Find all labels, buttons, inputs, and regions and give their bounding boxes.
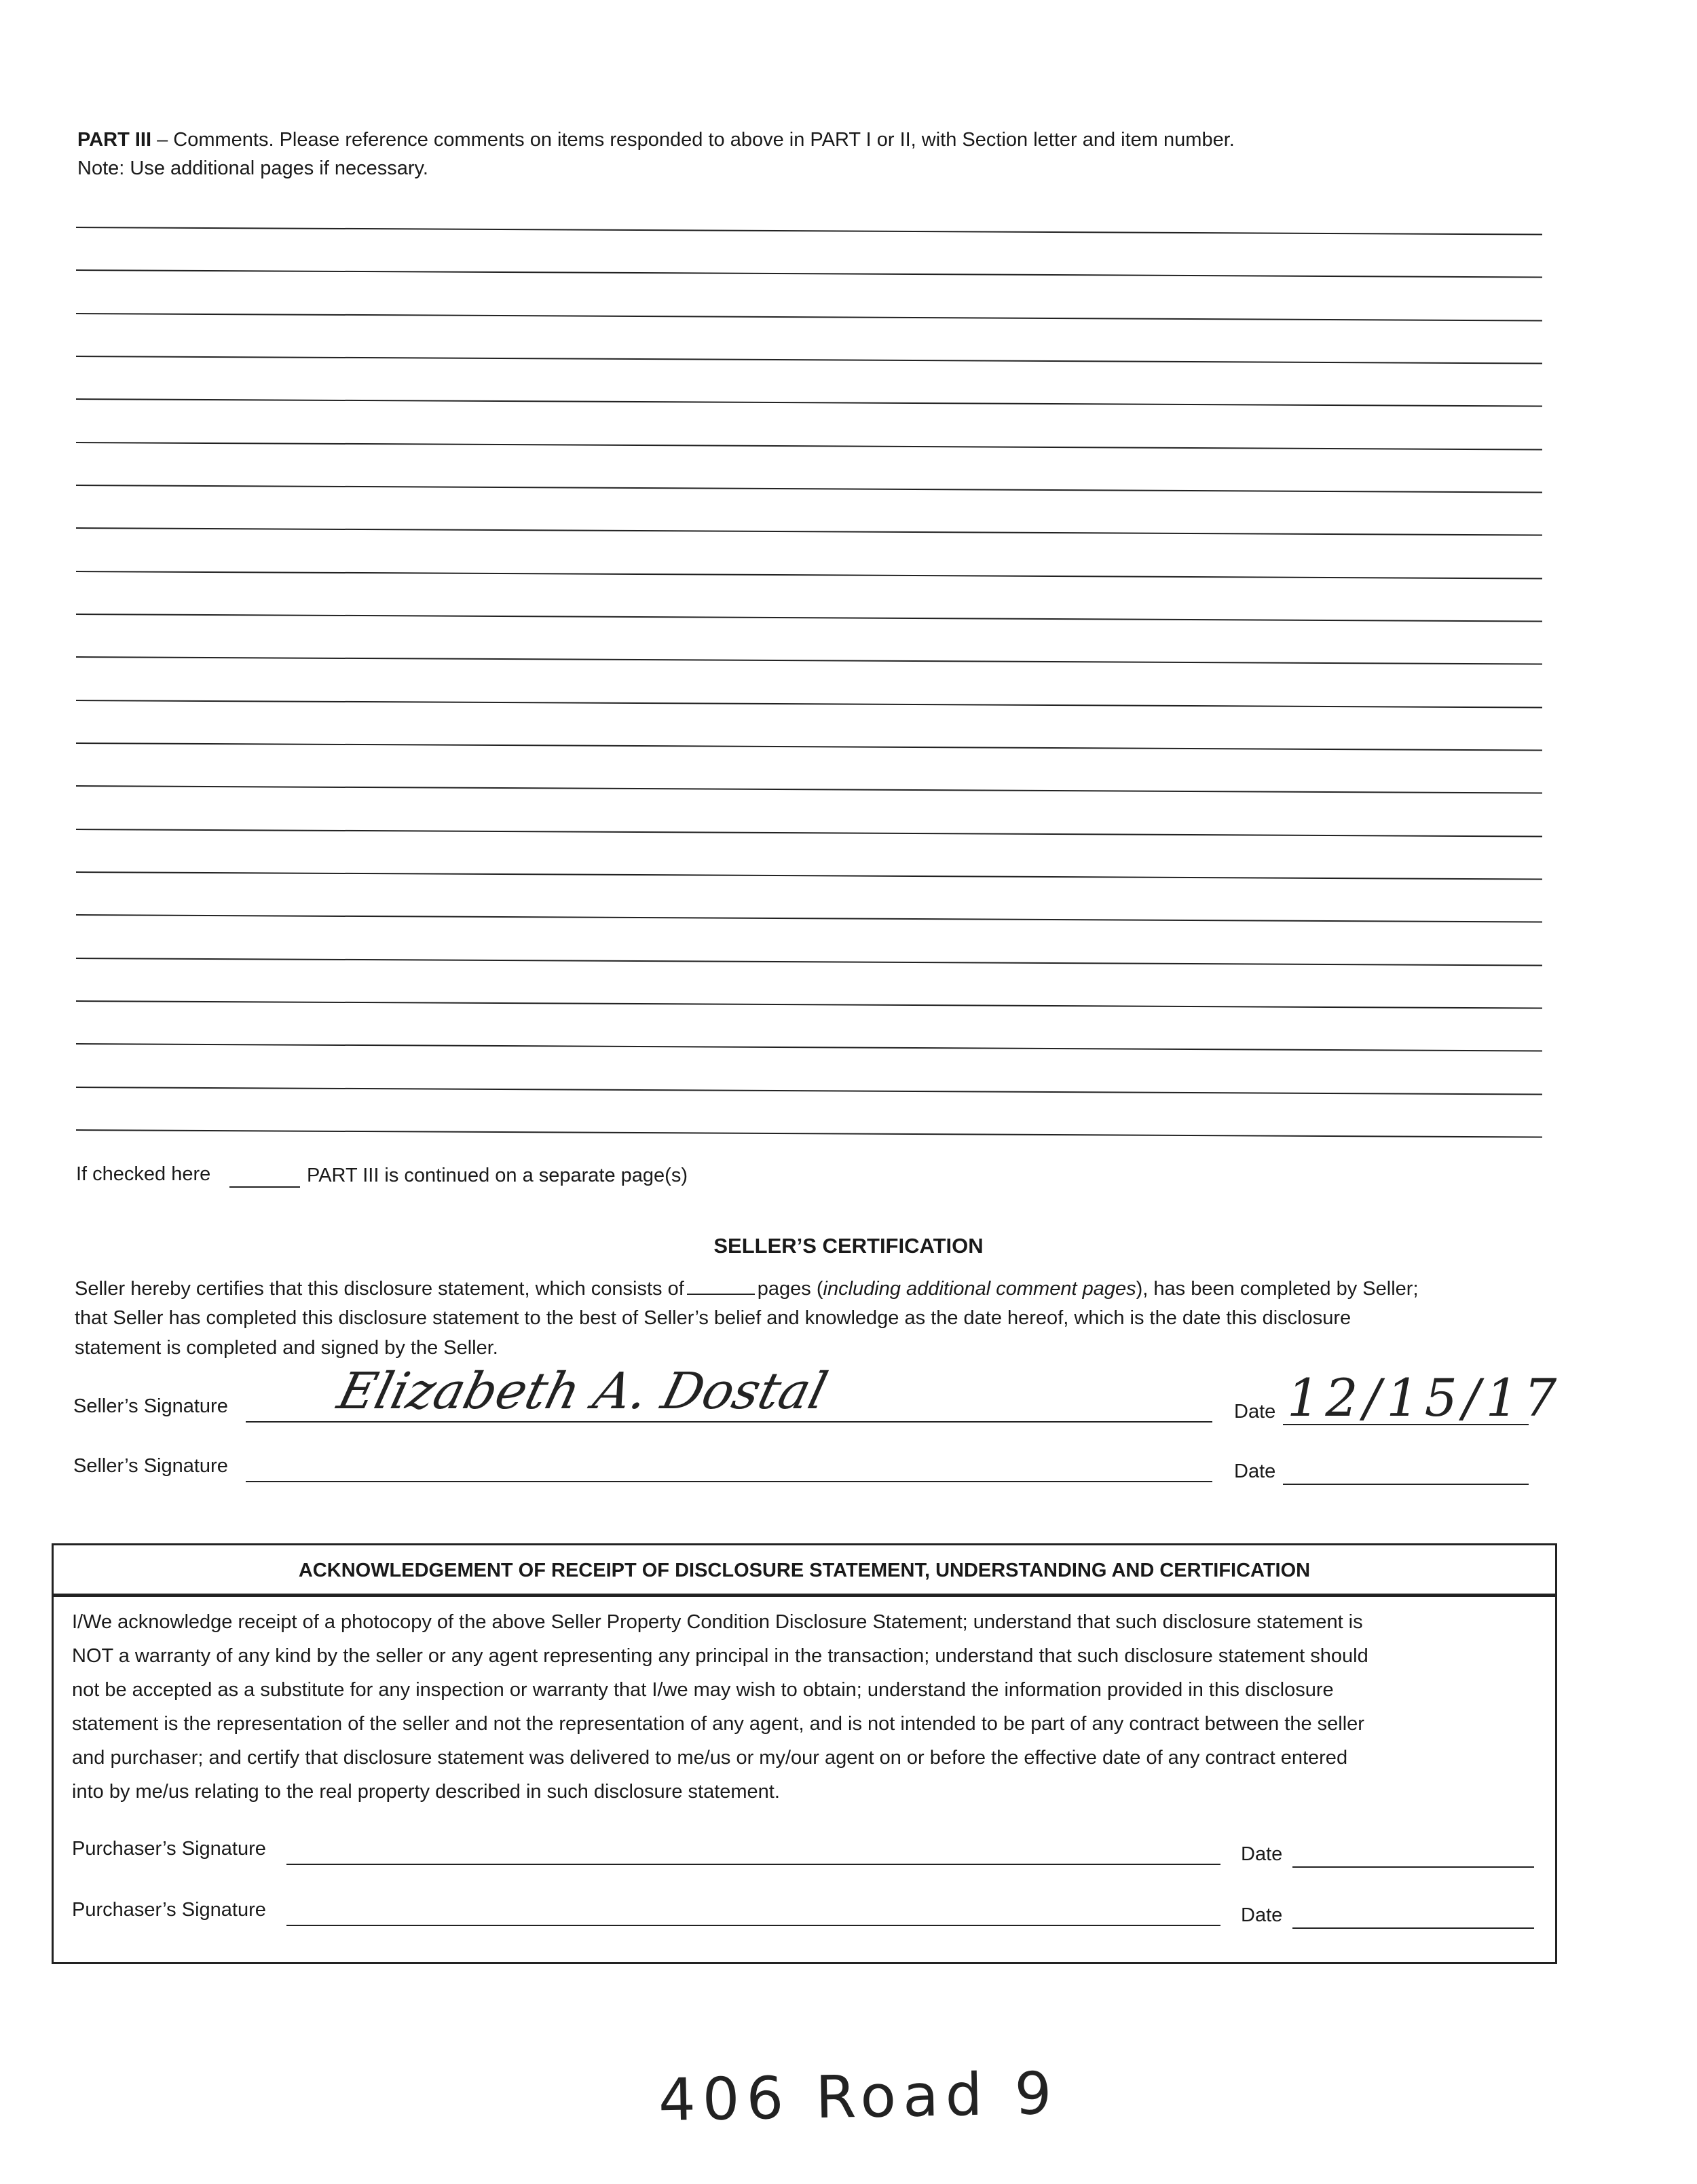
seller-cert-line-3: statement is completed and signed by the Seller.: [75, 1337, 498, 1359]
continuation-suffix: PART III is continued on a separate page(s): [307, 1165, 688, 1186]
ack-line-6: into by me/us relating to the real property described in such disclosure statement.: [72, 1781, 780, 1803]
comment-line[interactable]: [76, 269, 1542, 278]
comment-line[interactable]: [76, 742, 1542, 751]
part3-title: PART III: [77, 129, 152, 151]
continuation-prefix: If checked here: [76, 1163, 211, 1185]
seller-cert-line-2: that Seller has completed this disclosure statement to the best of Seller’s belief and knowledge as the date hereof, which is the date this disclosure: [75, 1307, 1351, 1329]
comment-line[interactable]: [76, 656, 1542, 665]
seller-signature-line-1[interactable]: [246, 1421, 1212, 1423]
seller-cert-line-1b: pages (: [757, 1278, 823, 1300]
purchaser-signature-line-1[interactable]: [286, 1864, 1220, 1865]
comment-line[interactable]: [76, 356, 1542, 364]
comment-line[interactable]: [76, 785, 1542, 794]
comment-line[interactable]: [76, 914, 1542, 923]
ack-line-4: statement is the representation of the seller and not the representation of any agent, and is not intended to be part of any contract between the seller: [72, 1713, 1364, 1735]
seller-date-label-2: Date: [1234, 1461, 1276, 1482]
seller-date-1: 12/15/17: [1287, 1368, 1563, 1428]
seller-date-line-2[interactable]: [1283, 1484, 1529, 1485]
comment-line[interactable]: [76, 1043, 1542, 1052]
purchaser-signature-label-1: Purchaser’s Signature: [72, 1838, 266, 1860]
continuation-checkbox-line[interactable]: [229, 1186, 300, 1188]
purchaser-signature-line-2[interactable]: [286, 1925, 1220, 1926]
part3-heading-text: – Comments. Please reference comments on items responded to above in PART I or II, with Section letter and item number.: [151, 129, 1235, 151]
comment-line[interactable]: [76, 313, 1542, 322]
comment-line[interactable]: [76, 398, 1542, 407]
comment-line[interactable]: [76, 871, 1542, 880]
part3-heading: [77, 128, 1235, 152]
seller-signature-label-2: Seller’s Signature: [73, 1455, 228, 1477]
comment-line[interactable]: [76, 571, 1542, 580]
seller-cert-line-1a: Seller hereby certifies that this disclosure statement, which consists of: [75, 1278, 684, 1300]
purchaser-date-line-1[interactable]: [1292, 1866, 1534, 1868]
ack-line-5: and purchaser; and certify that disclosure statement was delivered to me/us or my/our agent on or before the effective date of any contract entered: [72, 1747, 1348, 1769]
comment-line[interactable]: [76, 1000, 1542, 1009]
purchaser-date-label-1: Date: [1241, 1843, 1283, 1865]
purchaser-date-line-2[interactable]: [1292, 1927, 1534, 1929]
ack-line-3: not be accepted as a substitute for any inspection or warranty that I/we may wish to obtain; understand the information provided in this disclosure: [72, 1679, 1334, 1701]
comment-line[interactable]: [76, 958, 1542, 966]
pages-count-field[interactable]: [687, 1276, 755, 1295]
comment-line[interactable]: [76, 527, 1542, 536]
comment-line[interactable]: [76, 485, 1542, 493]
seller-signature-line-2[interactable]: [246, 1481, 1212, 1482]
acknowledgement-header-divider: [52, 1594, 1557, 1597]
seller-signature-1: Elizabeth A. Dostal: [332, 1362, 834, 1420]
comment-line[interactable]: [76, 442, 1542, 451]
comment-line[interactable]: [76, 1087, 1542, 1095]
comment-line[interactable]: [76, 829, 1542, 837]
seller-date-label-1: Date: [1234, 1401, 1276, 1423]
purchaser-date-label-2: Date: [1241, 1904, 1283, 1926]
comment-line[interactable]: [76, 700, 1542, 709]
purchaser-signature-label-2: Purchaser’s Signature: [72, 1899, 266, 1921]
ack-line-2: NOT a warranty of any kind by the seller or any agent representing any principal in the transaction; understand that such disclosure statement should: [72, 1645, 1368, 1667]
acknowledgement-title: ACKNOWLEDGEMENT OF RECEIPT OF DISCLOSURE STATEMENT, UNDERSTANDING AND CERTIFICATION: [298, 1560, 1311, 1581]
seller-cert-line-1: [75, 1276, 1419, 1301]
comment-line[interactable]: [76, 227, 1542, 236]
seller-cert-line-1c: ), has been completed by Seller;: [1136, 1278, 1419, 1300]
seller-signature-label-1: Seller’s Signature: [73, 1395, 228, 1417]
part3-note: Note: Use additional pages if necessary.: [77, 157, 428, 179]
handwritten-address: 406 Road 9: [658, 2059, 1060, 2135]
seller-cert-line-1-italic: including additional comment pages: [823, 1278, 1136, 1300]
ack-line-1: I/We acknowledge receipt of a photocopy of the above Seller Property Condition Disclosure Statement; understand that such disclosure statement is: [72, 1611, 1363, 1633]
comment-line[interactable]: [76, 1129, 1542, 1138]
comment-line[interactable]: [76, 614, 1542, 622]
seller-certification-title: SELLER’S CERTIFICATION: [713, 1234, 984, 1258]
